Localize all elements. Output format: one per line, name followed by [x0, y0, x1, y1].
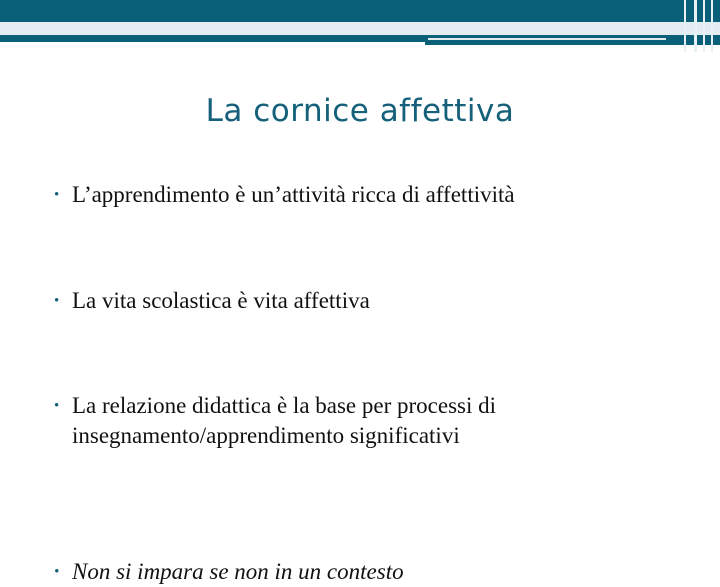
bullet-item: [52, 180, 702, 210]
slide-title: La cornice affettiva: [205, 93, 515, 129]
bullet-item: [52, 286, 702, 316]
bullet-text: La relazione didattica è la base per processi di insegnamento/apprendimento significativi: [72, 393, 497, 448]
header-stripe-right: [425, 35, 720, 45]
bullet-item: [52, 557, 702, 587]
bullet-list: [52, 180, 702, 584]
bullet-icon: •: [54, 293, 60, 309]
bullet-text: La vita scolastica è vita affettiva: [72, 288, 370, 313]
bullet-icon: •: [54, 564, 60, 580]
header-stripe-highlight: [428, 38, 666, 40]
bullet-item: [52, 391, 702, 451]
bullet-text: Non si impara se non in un contesto: [72, 559, 404, 584]
bullet-icon: •: [54, 398, 60, 414]
bullet-icon: •: [54, 187, 60, 203]
bullet-text: L’apprendimento è un’attività ricca di affettività: [72, 182, 515, 207]
header-light-band: [0, 22, 720, 35]
decorative-vertical-lines: [680, 0, 720, 52]
header-bar: [0, 0, 720, 35]
